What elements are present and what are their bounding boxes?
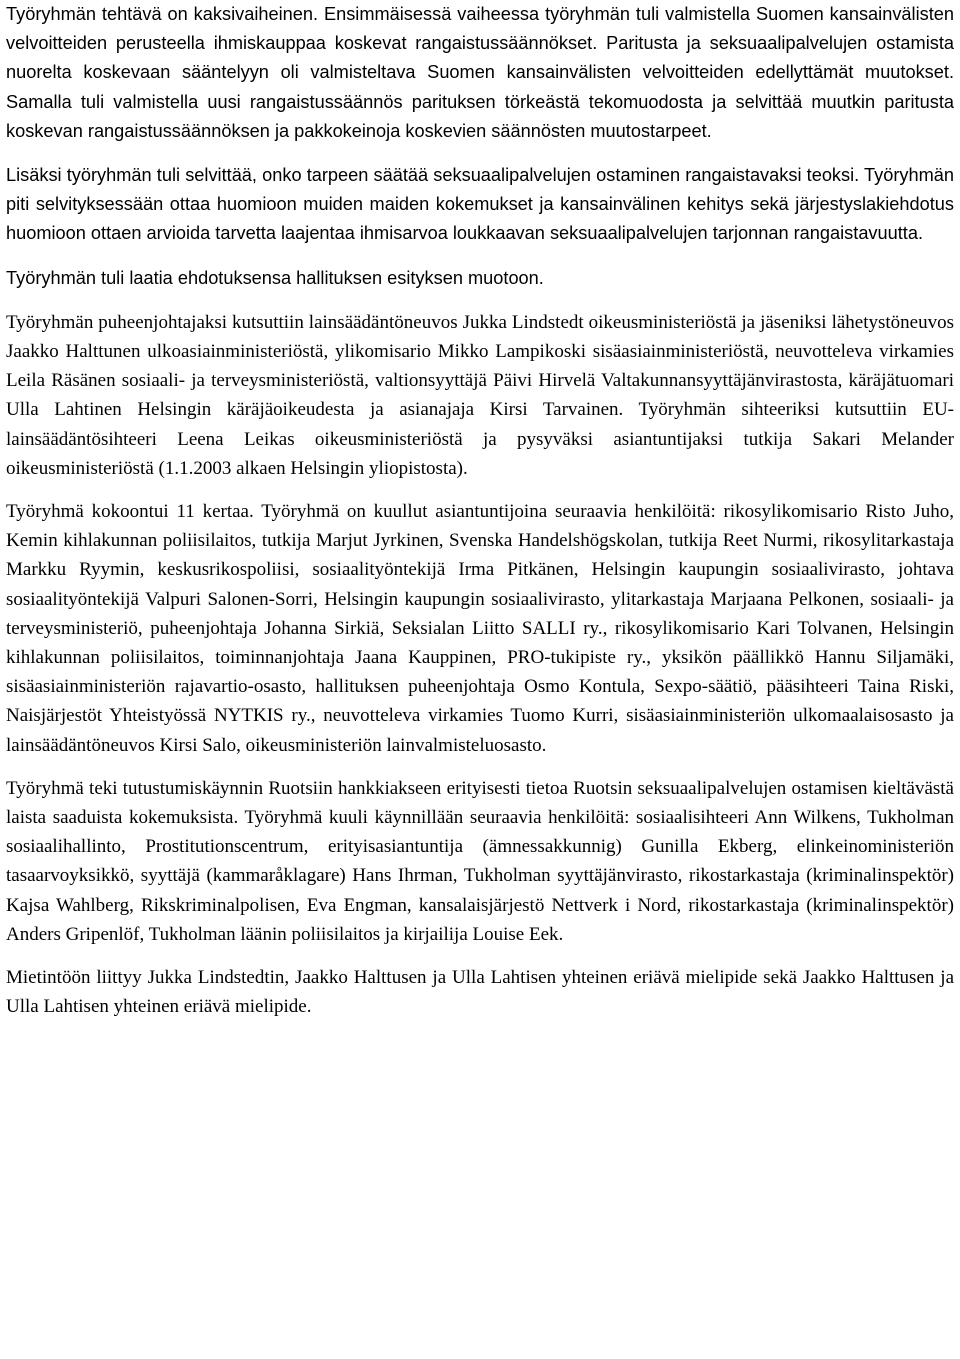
paragraph-experts-heard: Työryhmä kokoontui 11 kertaa. Työryhmä on kuullut asiantuntijoina seuraavia henkilöitä: rikosylikomisario Risto Juho, Kemin kihlakunnan poliisilaitos, tutkija Marjut Jyrkinen, Svenska Handelshögskolan, tutkija Reet Nurmi, rikosylitarkastaja Markku Ryymin, keskusrikospoliisi, sosiaalityöntekijä Irma Pitkänen, Helsingin kaupungin sosiaalivirasto, johtava sosiaalityöntekijä Valpuri Salonen-Sorri, Helsingin kaupungin sosiaalivirasto, ylitarkastaja Marjaana Pelkonen, sosiaali- ja terveysministeriö, puheenjohtaja Johanna Sirkiä, Seksialan Liitto SALLI ry., rikosylikomisario Kari Tolvanen, Helsingin kihlakunnan poliisilaitos, toiminnanjohtaja Jaana Kauppinen, PRO-tukipiste ry., yksikön päällikkö Hannu Siljamäki, sisäasiainministeriön rajavartio-osasto, hallituksen puheenjohtaja Osmo Kontula, Sexpo-säätiö, pääsihteeri Taina Riski, Naisjärjestöt Yhteistyössä NYTKIS ry., neuvotteleva virkamies Tuomo Kurri, sisäasiainministeriön ulkomaalaisosasto ja lainsäädäntöneuvos Kirsi Salo, oikeusministeriön lainvalmisteluosasto. <box>6 501 954 756</box>
paragraph-study-visit-sweden: Työryhmä teki tutustumiskäynnin Ruotsiin hankkiakseen erityisesti tietoa Ruotsin seksuaalipalvelujen ostamisen kieltävästä laista saaduista kokemuksista. Työryhmä kuuli käynnillään seuraavia henkilöitä: sosiaalisihteeri Ann Wilkens, Tukholman sosiaalihallinto, Prostitutionscentrum, erityisasiantuntija (ämnessakkunnig) Gunilla Ekberg, elinkeinoministeriön tasaarvoyksikkö, syyttäjä (kammaråklagare) Hans Ihrman, Tukholman syyttäjänvirasto, rikostarkastaja (kriminalinspektör) Kajsa Wahlberg, Rikskriminalpolisen, Eva Engman, kansalaisjärjestö Nettverk i Nord, rikostarkastaja (kriminalinspektör) Anders Gripenlöf, Tukholman läänin poliisilaitos ja kirjailija Louise Eek. <box>6 777 954 945</box>
paragraph-task-description: Työryhmän tehtävä on kaksivaiheinen. Ensimmäisessä vaiheessa työryhmän tuli valmistella Suomen kansainvälisten velvoitteiden perusteella ihmiskauppaa koskevat rangaistussäännökset. Paritusta ja seksuaalipalvelujen ostamista nuorelta koskevaan sääntelyyn oli valmisteltava Suomen kansainvälisten velvoitteiden edellyttämät muutokset. Samalla tuli valmistella uusi rangaistussäännös parituksen törkeästä tekomuodosta ja selvittää muutkin paritusta koskevan rangaistussäännöksen ja pakkokeinoja koskevien säännösten muutostarpeet. <box>6 4 954 141</box>
paragraph-dissenting-opinions: Mietintöön liittyy Jukka Lindstedtin, Jaakko Halttusen ja Ulla Lahtisen yhteinen eriävä mielipide sekä Jaakko Halttusen ja Ulla Lahtisen yhteinen eriävä mielipide. <box>6 967 954 1018</box>
paragraph-proposal-format: Työryhmän tuli laatia ehdotuksensa hallituksen esityksen muotoon. <box>6 267 544 288</box>
paragraph-additional-task: Lisäksi työryhmän tuli selvittää, onko tarpeen säätää seksuaalipalvelujen ostaminen rangaistavaksi teoksi. Työryhmän piti selvityksessään ottaa huomioon muiden maiden kokemukset ja kansainvälinen kehitys sekä järjestyslakiehdotus huomioon ottaen arvioida tarvetta laajentaa ihmisarvoa loukkaavan seksuaalipalvelujen tarjonnan rangaistavuutta. <box>6 165 954 244</box>
paragraph-working-group-members: Työryhmän puheenjohtajaksi kutsuttiin lainsäädäntöneuvos Jukka Lindstedt oikeusministeriöstä ja jäseniksi lähetystöneuvos Jaakko Halttunen ulkoasiainministeriöstä, ylikomisario Mikko Lampikoski sisäasiainministeriöstä, neuvotteleva virkamies Leila Räsänen sosiaali- ja terveysministeriöstä, valtionsyyttäjä Päivi Hirvelä Valtakunnansyyttäjänvirastosta, käräjätuomari Ulla Lahtinen Helsingin käräjäoikeudesta ja asianajaja Kirsi Tarvainen. Työryhmän sihteeriksi kutsuttiin EU-lainsäädäntösihteeri Leena Leikas oikeusministeriöstä ja pysyväksi asiantuntijaksi tutkija Sakari Melander oikeusministeriöstä (1.1.2003 alkaen Helsingin yliopistosta). <box>6 311 954 479</box>
document-page <box>6 0 954 1037</box>
